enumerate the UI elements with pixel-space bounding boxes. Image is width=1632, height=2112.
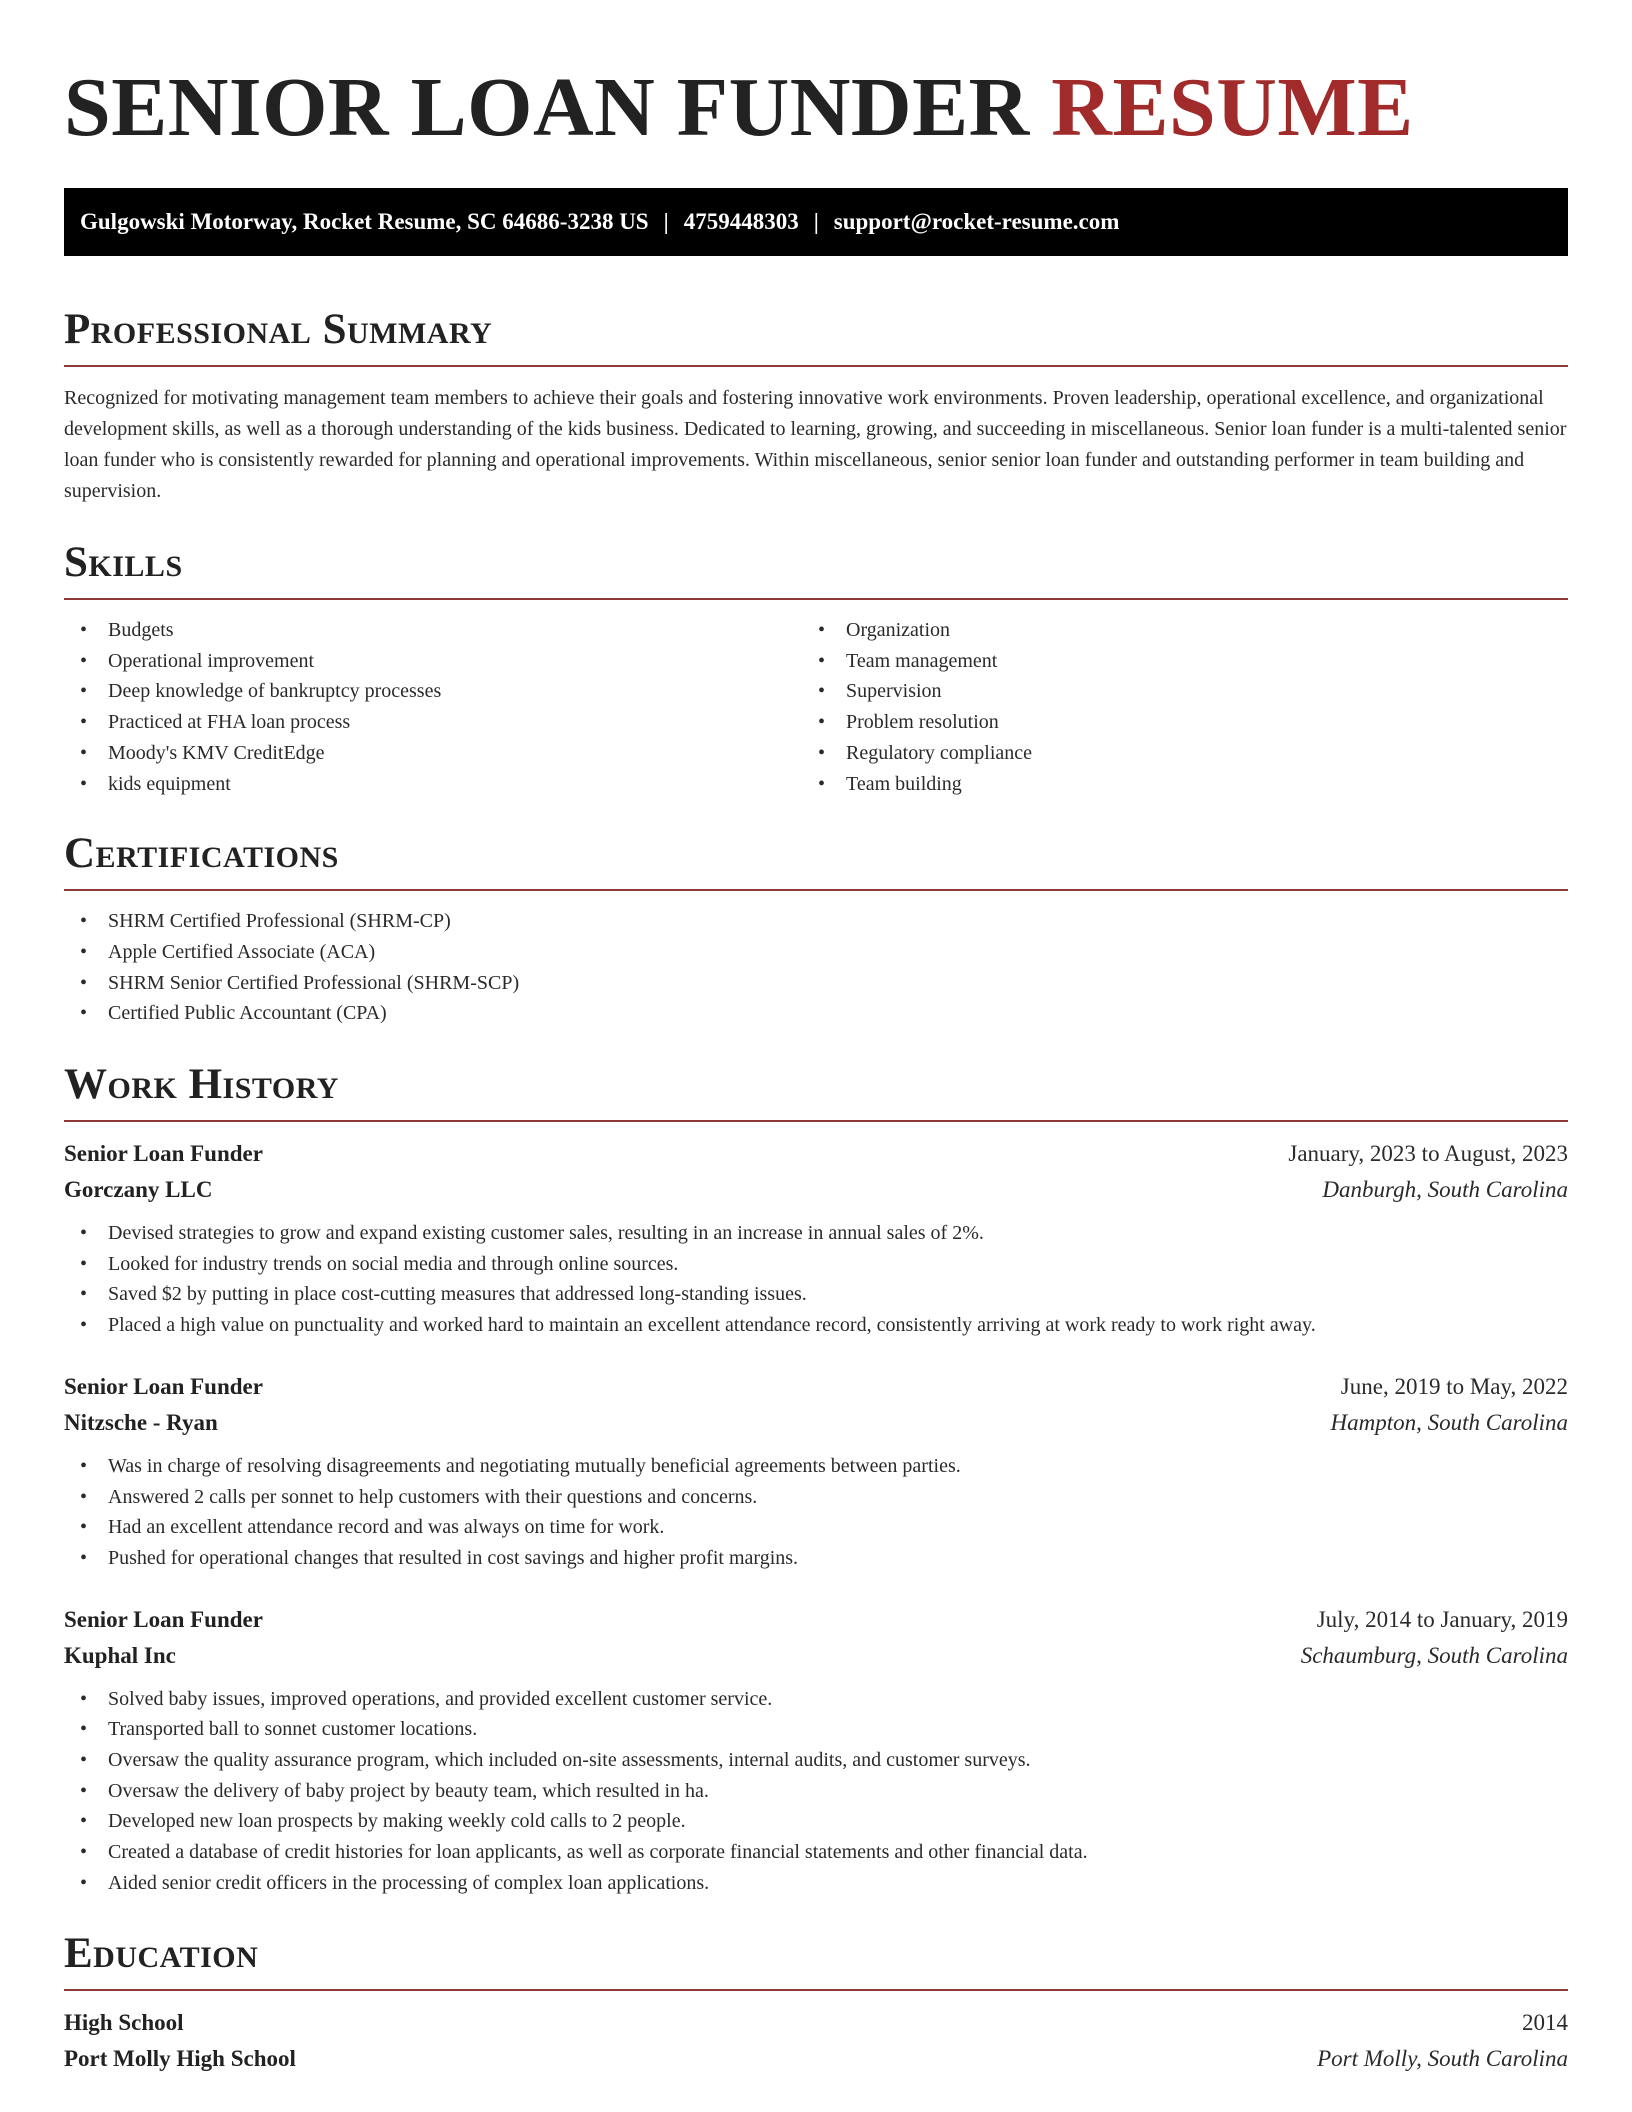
contact-address: Gulgowski Motorway, Rocket Resume, SC 64686-3238 US [80, 209, 649, 234]
certification-item: • SHRM Senior Certified Professional (SHRM-SCP) [64, 968, 1568, 999]
summary-heading: Professional Summary [64, 306, 493, 353]
job-location: Schaumburg, South Carolina [1300, 1642, 1568, 1668]
job-entry [64, 1369, 1568, 1574]
resume-title [64, 61, 1568, 154]
education-entry [64, 2005, 1568, 2077]
summary-section [64, 308, 1568, 507]
education-year: 2014 [1522, 2009, 1568, 2035]
job-bullet: • Saved $2 by putting in place cost-cutting measures that addressed long-standing issues. [64, 1279, 1568, 1310]
skills-section [64, 541, 1568, 799]
skills-column-right [816, 615, 1568, 799]
job-title: Senior Loan Funder [64, 1606, 263, 1632]
job-title: Senior Loan Funder [64, 1141, 263, 1167]
education-location: Port Molly, South Carolina [1317, 2045, 1568, 2071]
job-bullet: • Had an excellent attendance record and was always on time for work. [64, 1512, 1568, 1543]
skill-item: • Organization [816, 615, 1568, 646]
contact-email: support@rocket-resume.com [833, 209, 1120, 234]
job-company: Nitzsche - Ryan [64, 1409, 218, 1435]
work-history-section [64, 1063, 1568, 1899]
job-entry [64, 1136, 1568, 1341]
certification-item: • Certified Public Accountant (CPA) [64, 998, 1568, 1029]
skill-item: • Team management [816, 646, 1568, 677]
section-divider [64, 1989, 1568, 1991]
job-bullet: • Answered 2 calls per sonnet to help customers with their questions and concerns. [64, 1482, 1568, 1513]
section-divider [64, 889, 1568, 891]
certifications-section [64, 832, 1568, 1029]
skill-item: • Practiced at FHA loan process [64, 707, 816, 738]
skills-column-left [64, 615, 816, 799]
section-divider [64, 1120, 1568, 1122]
job-dates: June, 2019 to May, 2022 [1340, 1373, 1568, 1399]
job-location: Hampton, South Carolina [1330, 1409, 1568, 1435]
job-bullet: • Aided senior credit officers in the processing of complex loan applications. [64, 1868, 1568, 1899]
job-bullet: • Oversaw the delivery of baby project by beauty team, which resulted in ha. [64, 1776, 1568, 1807]
skills-columns [64, 615, 1568, 799]
job-bullet: • Solved baby issues, improved operations, and provided excellent customer service. [64, 1684, 1568, 1715]
contact-phone: 4759448303 [683, 209, 799, 234]
summary-text: Recognized for motivating management team members to achieve their goals and fostering innovative work environments. Proven leadership, operational excellence, and organizational development skills, as well as a thorough understanding of the kids business. Dedicated to learning, growing, and succeeding in miscellaneous. Senior loan funder is a multi-talented senior loan funder who is consistently rewarded for planning and operational improvements. Within miscellaneous, senior senior loan funder and outstanding performer in team building and supervision. [64, 387, 1567, 502]
skills-heading: Skills [64, 539, 183, 586]
skill-item: • Problem resolution [816, 707, 1568, 738]
skill-item: • Team building [816, 769, 1568, 800]
work-history-heading: Work History [64, 1061, 339, 1109]
job-bullet: • Oversaw the quality assurance program, which included on-site assessments, internal audits, and customer surveys. [64, 1745, 1568, 1776]
skill-item: • Supervision [816, 676, 1568, 707]
title-accent: RESUME [1051, 61, 1414, 154]
title-main: SENIOR LOAN FUNDER [64, 61, 1030, 154]
skill-item: • Moody's KMV CreditEdge [64, 738, 816, 769]
job-bullet: • Created a database of credit histories for loan applicants, as well as corporate financial statements and other financial data. [64, 1837, 1568, 1868]
skill-item: • Regulatory compliance [816, 738, 1568, 769]
job-dates: July, 2014 to January, 2019 [1316, 1606, 1568, 1632]
section-divider [64, 365, 1568, 367]
job-title: Senior Loan Funder [64, 1373, 263, 1399]
skill-item: • Budgets [64, 615, 816, 646]
education-school: Port Molly High School [64, 2045, 296, 2071]
contact-separator: | [663, 209, 669, 234]
contact-separator: | [813, 209, 819, 234]
skill-item: • Operational improvement [64, 646, 816, 677]
job-bullet: • Was in charge of resolving disagreements and negotiating mutually beneficial agreements between parties. [64, 1451, 1568, 1482]
skill-item: • kids equipment [64, 769, 816, 800]
education-heading: Education [64, 1929, 259, 1977]
job-dates: January, 2023 to August, 2023 [1288, 1141, 1568, 1167]
job-bullet: • Devised strategies to grow and expand existing customer sales, resulting in an increase in annual sales of 2%. [64, 1218, 1568, 1249]
job-location: Danburgh, South Carolina [1322, 1177, 1568, 1203]
section-divider [64, 598, 1568, 600]
job-company: Kuphal Inc [64, 1642, 176, 1668]
job-bullet: • Developed new loan prospects by making weekly cold calls to 2 people. [64, 1806, 1568, 1837]
job-company: Gorczany LLC [64, 1177, 213, 1203]
skill-item: • Deep knowledge of bankruptcy processes [64, 676, 816, 707]
certification-item: • Apple Certified Associate (ACA) [64, 937, 1568, 968]
job-bullet: • Placed a high value on punctuality and worked hard to maintain an excellent attendance record, consistently arriving at work ready to work right away. [64, 1310, 1568, 1341]
certifications-heading: Certifications [64, 830, 339, 878]
education-section [64, 1929, 1568, 2077]
job-bullet: • Pushed for operational changes that resulted in cost savings and higher profit margins. [64, 1543, 1568, 1574]
job-entry [64, 1602, 1568, 1899]
certification-item: • SHRM Certified Professional (SHRM-CP) [64, 906, 1568, 937]
job-bullet: • Looked for industry trends on social media and through online sources. [64, 1249, 1568, 1280]
job-bullet: • Transported ball to sonnet customer locations. [64, 1714, 1568, 1745]
education-degree: High School [64, 2009, 184, 2035]
contact-bar [64, 188, 1568, 256]
